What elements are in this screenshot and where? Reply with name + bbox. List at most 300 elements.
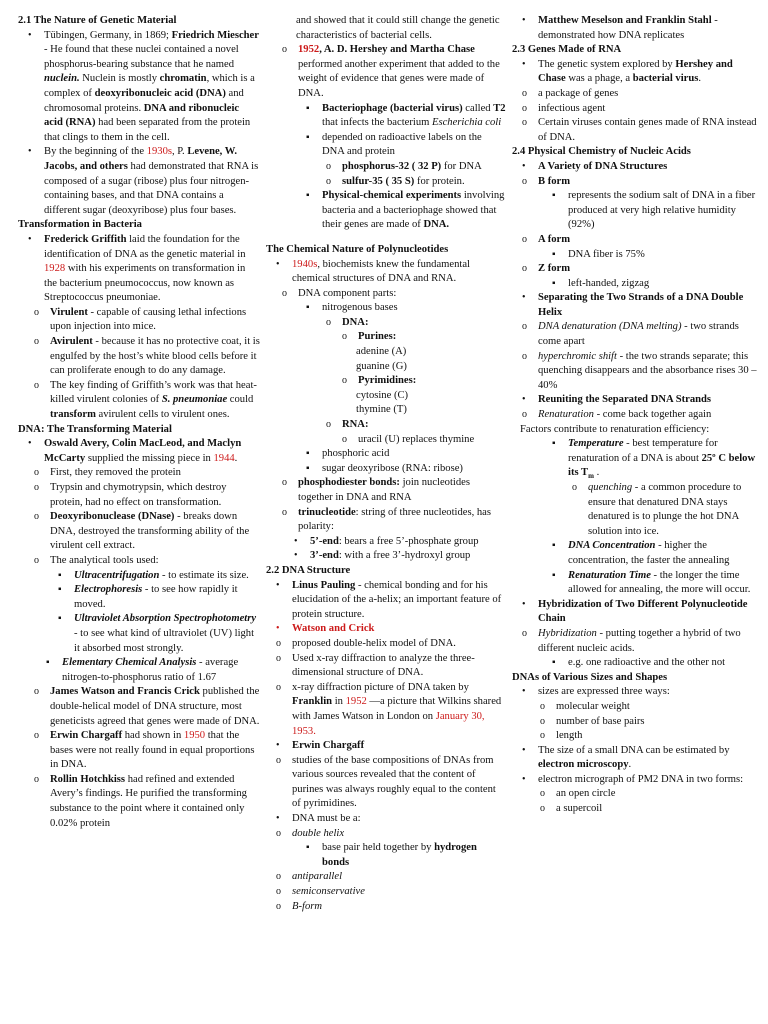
list-item bbox=[18, 437, 260, 466]
text-run: The Chemical Nature of Polynucleotides bbox=[266, 243, 449, 255]
bullet-marker: o bbox=[522, 102, 527, 114]
text-run: in bbox=[332, 696, 346, 708]
text-run: and showed that it could still change the genetic characteristics of bacterial cells. bbox=[296, 15, 500, 41]
text-run: with his experiments on transformation in the bacterium pneumococcus, now known as Streptococcus pneumoniae. bbox=[44, 263, 246, 304]
list-item bbox=[18, 569, 260, 584]
text-run: phosphodiester bonds: bbox=[298, 477, 400, 489]
text-run: , P. bbox=[172, 146, 188, 158]
text-run: phosphoric acid bbox=[322, 448, 390, 460]
text-run: 3’-end bbox=[310, 550, 339, 562]
text-run: avirulent cells to virulent ones. bbox=[95, 409, 230, 421]
bullet-marker: o bbox=[276, 754, 281, 766]
list-item bbox=[266, 652, 506, 681]
section-heading bbox=[18, 423, 260, 438]
text-run: A form bbox=[538, 233, 571, 245]
text-run: called bbox=[462, 102, 494, 114]
list-item bbox=[512, 277, 758, 292]
text-run: - best temperature for renaturation of a DNA is about bbox=[568, 438, 718, 464]
list-item bbox=[266, 476, 506, 505]
text-run: DNA component parts: bbox=[298, 287, 397, 299]
text-run: left-handed, zigzag bbox=[568, 277, 650, 289]
bullet-marker: • bbox=[28, 438, 32, 450]
text-run: deoxyribonucleic acid (DNA) bbox=[94, 87, 226, 99]
list-item bbox=[512, 189, 758, 233]
text-run: sizes are expressed three ways: bbox=[538, 686, 670, 698]
text-run: - a common procedure to ensure that denatured DNA stays denatured is to plunge the hot DNA solution into ice. bbox=[588, 482, 742, 537]
text-run: x-ray diffraction picture of DNA taken by bbox=[292, 681, 469, 693]
list-item bbox=[266, 301, 506, 316]
list-item bbox=[512, 393, 758, 408]
list-item bbox=[512, 787, 758, 802]
bullet-marker: o bbox=[522, 87, 527, 99]
text-run: By the beginning of the bbox=[44, 146, 147, 158]
text-run: B form bbox=[538, 175, 571, 187]
text-run: hydrogen bonds bbox=[322, 842, 477, 868]
text-line bbox=[266, 14, 506, 43]
text-run: - come back together again bbox=[593, 409, 712, 421]
bullet-marker: o bbox=[540, 788, 545, 800]
list-item bbox=[266, 739, 506, 754]
list-item bbox=[512, 116, 758, 145]
bullet-marker: ▪ bbox=[552, 277, 556, 289]
text-run: Avirulent bbox=[50, 336, 93, 348]
list-item bbox=[512, 262, 758, 277]
text-run: Franklin bbox=[292, 696, 333, 708]
list-item bbox=[266, 316, 506, 331]
bullet-marker: • bbox=[522, 160, 526, 172]
bullet-marker: ▪ bbox=[306, 190, 310, 202]
text-run: Watson and Crick bbox=[292, 623, 375, 635]
text-line bbox=[266, 360, 506, 375]
text-run: Ultraviolet Absorption Spectrophotometry bbox=[74, 613, 257, 625]
text-run: Pyrimidines: bbox=[358, 375, 417, 387]
bullet-marker: o bbox=[282, 287, 287, 299]
text-run: . bbox=[234, 452, 238, 464]
list-item bbox=[18, 233, 260, 306]
bullet-marker: o bbox=[276, 900, 281, 912]
section-heading bbox=[512, 145, 758, 160]
text-run: performed another experiment that added to the weight of evidence that genes were made of DNA. bbox=[298, 58, 500, 99]
list-item bbox=[512, 598, 758, 627]
text-run: - the two strands separate; this quenching disappears and the absorbance rises 30 –40% bbox=[538, 350, 757, 391]
list-item bbox=[266, 841, 506, 870]
text-run: - because it has no protective coat, it is engulfed by the host’s white blood cells before it can proliferate enough to do any damage. bbox=[50, 336, 260, 377]
text-run: - He found that these nuclei contained a novel phosphorus-bearing substance that he named bbox=[44, 44, 239, 70]
bullet-marker: ▪ bbox=[552, 248, 556, 260]
list-item bbox=[18, 773, 260, 831]
text-run: Erwin Chargaff bbox=[50, 730, 123, 742]
list-item bbox=[512, 656, 758, 671]
bullet-marker: o bbox=[326, 316, 331, 328]
text-run: nuclein. bbox=[44, 73, 80, 85]
text-run: , which is a complex of bbox=[44, 73, 255, 99]
text-run: - demonstrated how DNA replicates bbox=[538, 15, 718, 41]
text-run: join nucleotides together in DNA and RNA bbox=[298, 477, 470, 503]
text-run: an open circle bbox=[556, 788, 616, 800]
text-run: James Watson and Francis Crick bbox=[50, 686, 200, 698]
text-run: Temperature bbox=[568, 438, 624, 450]
list-item bbox=[266, 579, 506, 623]
text-run: Levene, W. Jacobs, and others bbox=[44, 146, 238, 172]
text-run: - average nitrogen-to-phosphorus ratio of 1.67 bbox=[62, 657, 239, 683]
bullet-marker: o bbox=[282, 477, 287, 489]
text-run: semiconservative bbox=[292, 886, 365, 898]
list-item bbox=[18, 466, 260, 481]
text-run: Virulent bbox=[50, 306, 88, 318]
bullet-marker: o bbox=[34, 730, 39, 742]
list-item bbox=[266, 330, 506, 345]
bullet-marker: o bbox=[326, 419, 331, 431]
text-run: Reuniting the Separated DNA Strands bbox=[538, 394, 712, 406]
text-run: 2.2 DNA Structure bbox=[266, 564, 351, 576]
text-run: - to see what kind of ultraviolet (UV) light it absorbed most strongly. bbox=[74, 627, 255, 654]
bullet-marker: o bbox=[540, 803, 545, 815]
bullet-marker: • bbox=[522, 15, 526, 26]
bullet-marker: o bbox=[34, 336, 39, 348]
text-run: had shown in bbox=[122, 730, 184, 742]
text-run: could bbox=[227, 394, 254, 406]
list-item bbox=[512, 233, 758, 248]
list-item bbox=[266, 102, 506, 131]
text-run: base pair held together by bbox=[322, 842, 435, 854]
text-line bbox=[266, 403, 506, 418]
text-run: published the double-helical model of DNA structure, most geneticists agreed that genes were made of DNA. bbox=[50, 686, 260, 727]
bullet-marker: ▪ bbox=[306, 462, 310, 474]
list-item bbox=[266, 535, 506, 550]
bullet-marker: ▪ bbox=[58, 584, 62, 596]
text-run: involving bacteria and a bacteriophage showed that their genes are made of bbox=[322, 190, 505, 231]
text-run: : bears a free 5’-phosphate group bbox=[338, 535, 479, 547]
text-run: Ultracentrifugation bbox=[74, 569, 160, 581]
list-item bbox=[512, 627, 758, 656]
list-item bbox=[18, 306, 260, 335]
bullet-marker: ▪ bbox=[552, 540, 556, 552]
bullet-marker: o bbox=[522, 263, 527, 275]
bullet-marker: o bbox=[34, 379, 39, 391]
bullet-marker: o bbox=[540, 700, 545, 712]
text-run: molecular weight bbox=[556, 700, 630, 712]
text-run: Factors contribute to renaturation efficiency: bbox=[520, 423, 710, 435]
list-item bbox=[18, 583, 260, 612]
list-item bbox=[266, 812, 506, 827]
text-run: - to see how rapidly it moved. bbox=[74, 584, 238, 610]
text-run: Renaturation Time bbox=[568, 569, 651, 581]
text-run: RNA: bbox=[342, 419, 369, 431]
list-item bbox=[18, 656, 260, 685]
list-item bbox=[512, 14, 758, 43]
list-item bbox=[266, 506, 506, 535]
list-item bbox=[18, 685, 260, 729]
bullet-marker: o bbox=[522, 175, 527, 187]
list-item bbox=[266, 433, 506, 448]
text-run: sugar deoxyribose (RNA: ribose) bbox=[322, 462, 463, 474]
text-run: Bacteriophage (bacterial virus) bbox=[322, 102, 463, 114]
list-item bbox=[512, 175, 758, 190]
text-run: uracil (U) replaces thymine bbox=[358, 433, 475, 445]
bullet-marker: • bbox=[522, 292, 526, 304]
bullet-marker: • bbox=[28, 146, 32, 158]
bullet-marker: • bbox=[294, 535, 298, 547]
text-run: - to estimate its size. bbox=[159, 569, 249, 581]
bullet-marker: ▪ bbox=[306, 131, 310, 143]
bullet-marker: o bbox=[34, 686, 39, 698]
text-run: B-form bbox=[292, 900, 323, 912]
list-item bbox=[266, 622, 506, 637]
text-run: had been separated from the protein that clings to them in the cell. bbox=[44, 117, 251, 143]
list-item bbox=[512, 437, 758, 481]
text-run: 2.3 Genes Made of RNA bbox=[512, 44, 622, 56]
bullet-marker: ▪ bbox=[46, 657, 50, 669]
list-item bbox=[512, 539, 758, 568]
text-run: 1950 bbox=[183, 730, 206, 742]
text-run: DNA. bbox=[423, 219, 450, 231]
text-run: laid the foundation for the identification of DNA as the genetic material in bbox=[44, 233, 246, 260]
text-run: Separating the Two Strands of a DNA Double Helix bbox=[538, 292, 744, 318]
text-run: length bbox=[556, 730, 583, 742]
list-item bbox=[512, 291, 758, 320]
bullet-marker: • bbox=[522, 686, 526, 698]
text-run: proposed double-helix model of DNA. bbox=[292, 637, 456, 649]
text-run: 1940s bbox=[292, 258, 318, 270]
text-run: S. pneumoniae bbox=[161, 394, 228, 406]
bullet-marker: • bbox=[276, 579, 280, 591]
text-run: e.g. one radioactive and the other not bbox=[568, 657, 726, 669]
text-run: was a phage, a bbox=[565, 73, 633, 85]
text-run: 1944 bbox=[213, 452, 235, 464]
text-run: phosphorus-32 ( 32 P) bbox=[342, 160, 442, 172]
list-item bbox=[266, 189, 506, 233]
text-run: for DNA bbox=[441, 160, 482, 172]
text-run: . bbox=[628, 759, 632, 771]
list-item bbox=[18, 145, 260, 218]
text-line bbox=[266, 389, 506, 404]
text-run: Renaturation bbox=[538, 409, 594, 421]
text-run: nitrogenous bases bbox=[322, 302, 398, 314]
text-run: DNA Concentration bbox=[568, 540, 656, 552]
text-run: Trypsin and chymotrypsin, which destroy protein, had no effect on transformation. bbox=[50, 482, 227, 508]
text-run: The key finding of Griffith’s work was that heat-killed virulent colonies of bbox=[50, 379, 257, 406]
list-item bbox=[18, 729, 260, 773]
bullet-marker: ▪ bbox=[552, 569, 556, 581]
text-run: a package of genes bbox=[538, 87, 619, 99]
text-run: Friedrich Miescher bbox=[171, 29, 259, 41]
list-item bbox=[266, 827, 506, 842]
section-heading bbox=[18, 14, 260, 29]
text-run: m bbox=[588, 472, 594, 481]
text-run: 2.4 Physical Chemistry of Nucleic Acids bbox=[512, 146, 691, 158]
list-item bbox=[512, 744, 758, 773]
list-item bbox=[266, 447, 506, 462]
list-item bbox=[512, 58, 758, 87]
section-heading bbox=[512, 43, 758, 58]
list-item bbox=[266, 43, 506, 101]
text-run: Hybridization bbox=[538, 627, 597, 639]
list-item bbox=[512, 87, 758, 102]
section-heading bbox=[18, 218, 260, 233]
list-item bbox=[266, 637, 506, 652]
text-run: 1928 bbox=[44, 263, 66, 275]
text-run: DNA denaturation (DNA melting) bbox=[538, 321, 682, 333]
list-item bbox=[512, 320, 758, 349]
bullet-marker: o bbox=[34, 554, 39, 566]
text-run: DNA must be a: bbox=[292, 813, 361, 825]
text-run: . bbox=[593, 467, 600, 479]
text-run: - higher the concentration, the faster the annealing bbox=[568, 540, 730, 566]
bullet-marker: o bbox=[522, 117, 527, 129]
text-run: depended on radioactive labels on the DNA and protein bbox=[322, 131, 482, 158]
text-run: Linus Pauling bbox=[292, 579, 356, 591]
list-item bbox=[18, 379, 260, 423]
text-run: First, they removed the protein bbox=[50, 467, 181, 479]
list-item bbox=[266, 287, 506, 302]
text-run: A Variety of DNA Structures bbox=[538, 160, 668, 172]
text-run: studies of the base compositions of DNAs from various sources revealed that the content of purines was always roughly equal to the content of pyrimidines. bbox=[292, 754, 496, 810]
text-run: that infects the bacterium bbox=[322, 117, 433, 129]
text-run: quenching bbox=[588, 482, 633, 493]
bullet-marker: o bbox=[276, 886, 281, 898]
text-run: The size of a small DNA can be estimated by bbox=[538, 744, 730, 756]
text-run: had demonstrated that RNA is composed of a sugar (ribose) plus four nitrogen-containing bases, and that DNA contains a different sugar (deoxyribose) plus four bases. bbox=[44, 160, 259, 216]
text-run: DNAs of Various Sizes and Shapes bbox=[512, 671, 668, 683]
bullet-marker: o bbox=[282, 44, 287, 56]
bullet-marker: ▪ bbox=[552, 657, 556, 669]
section-heading bbox=[266, 564, 506, 579]
bullet-marker: o bbox=[34, 773, 39, 785]
text-run: January 30, 1953. bbox=[292, 710, 485, 737]
text-run: Purines: bbox=[358, 331, 397, 343]
bullet-marker: o bbox=[326, 175, 331, 187]
text-run: - capable of causing lethal infections upon injection into mice. bbox=[50, 306, 247, 333]
bullet-marker: • bbox=[276, 258, 280, 270]
list-item bbox=[512, 715, 758, 730]
bullet-marker: • bbox=[522, 773, 526, 785]
text-run: hyperchromic shift bbox=[538, 350, 617, 362]
list-item bbox=[18, 29, 260, 146]
bullet-marker: • bbox=[28, 29, 32, 41]
text-run: number of base pairs bbox=[556, 715, 645, 727]
text-run: DNA and ribonucleic acid (RNA) bbox=[44, 102, 240, 129]
text-run: T2 bbox=[493, 102, 506, 114]
bullet-marker: o bbox=[34, 482, 39, 493]
text-line bbox=[266, 345, 506, 360]
text-run: Deoxyribonuclease (DNase) bbox=[50, 511, 175, 523]
list-item bbox=[512, 729, 758, 744]
text-run: 1930s bbox=[146, 146, 172, 158]
section-heading bbox=[512, 671, 758, 686]
text-run: Erwin Chargaff bbox=[292, 740, 365, 752]
bullet-marker: o bbox=[522, 321, 527, 333]
text-run: Escherichia coli bbox=[432, 117, 502, 129]
bullet-marker: ▪ bbox=[552, 190, 556, 202]
column-middle bbox=[266, 14, 506, 914]
bullet-marker: o bbox=[342, 433, 347, 445]
list-item bbox=[512, 248, 758, 263]
text-run: cytosine (C) bbox=[356, 389, 409, 401]
text-run: double helix bbox=[292, 827, 345, 839]
text-run: for protein. bbox=[414, 175, 465, 187]
list-item bbox=[512, 685, 758, 700]
text-run: Matthew Meselson and Franklin Stahl bbox=[538, 15, 712, 26]
bullet-marker: o bbox=[282, 506, 287, 518]
list-item bbox=[266, 418, 506, 433]
list-item bbox=[512, 700, 758, 715]
text-run: 25º C below its T bbox=[568, 452, 756, 479]
bullet-marker: ▪ bbox=[58, 569, 62, 581]
bullet-marker: • bbox=[522, 394, 526, 406]
bullet-marker: o bbox=[34, 306, 39, 318]
list-item bbox=[18, 481, 260, 510]
text-run: - chemical bonding and for his elucidation of the a-helix; an important feature of protein structure. bbox=[292, 579, 502, 620]
bullet-marker: o bbox=[342, 375, 347, 387]
text-run: adenine (A) bbox=[356, 346, 407, 358]
bullet-marker: o bbox=[276, 681, 281, 693]
text-run: chromatin bbox=[159, 73, 207, 85]
text-run: Physical-chemical experiments bbox=[322, 190, 462, 202]
text-run: electron microscopy bbox=[538, 759, 629, 771]
text-run: supplied the missing piece in bbox=[85, 452, 214, 464]
text-run: thymine (T) bbox=[356, 404, 407, 416]
list-item bbox=[266, 549, 506, 564]
text-run: sulfur-35 ( 35 S) bbox=[342, 175, 415, 187]
bullet-marker: o bbox=[522, 233, 527, 245]
text-run: Tübingen, Germany, in 1869; bbox=[44, 29, 172, 41]
bullet-marker: • bbox=[522, 744, 526, 756]
bullet-marker: o bbox=[522, 627, 527, 639]
text-run: antiparallel bbox=[292, 871, 343, 883]
text-run: Elementary Chemical Analysis bbox=[62, 657, 197, 669]
text-run: represents the sodium salt of DNA in a fiber produced at very high relative humidity (92%) bbox=[568, 190, 756, 231]
section-heading bbox=[266, 243, 506, 258]
list-item bbox=[512, 408, 758, 423]
text-run: a supercoil bbox=[556, 803, 603, 815]
list-item bbox=[512, 569, 758, 598]
text-run: 5’-end bbox=[310, 535, 339, 547]
text-line bbox=[512, 423, 758, 438]
text-run: - putting together a hybrid of two different nucleic acids. bbox=[538, 627, 741, 654]
list-item bbox=[266, 900, 506, 915]
bullet-marker: • bbox=[28, 233, 32, 245]
bullet-marker: o bbox=[276, 652, 281, 664]
text-run: electron micrograph of PM2 DNA in two forms: bbox=[538, 773, 744, 785]
bullet-marker: ▪ bbox=[306, 302, 310, 314]
bullet-marker: o bbox=[522, 350, 527, 362]
list-item bbox=[266, 885, 506, 900]
bullet-marker: ▪ bbox=[306, 842, 310, 854]
list-item bbox=[512, 802, 758, 817]
text-run: - breaks down DNA, destroyed the transforming ability of the virulent cell extract. bbox=[50, 511, 250, 552]
text-run: : string of three nucleotides, has polarity: bbox=[298, 506, 492, 533]
text-run: transform bbox=[50, 409, 96, 421]
list-item bbox=[18, 510, 260, 554]
text-run: DNA: bbox=[342, 316, 369, 328]
text-run: Rollin Hotchkiss bbox=[50, 773, 126, 785]
bullet-marker: o bbox=[342, 331, 347, 343]
list-item bbox=[512, 350, 758, 394]
text-run: bacterial virus bbox=[632, 73, 699, 85]
text-run: Certain viruses contain genes made of RNA instead of DNA. bbox=[538, 117, 757, 143]
list-item bbox=[18, 554, 260, 569]
list-item bbox=[266, 462, 506, 477]
text-run: Z form bbox=[538, 263, 571, 275]
text-run: Frederick Griffith bbox=[44, 233, 127, 245]
list-item bbox=[266, 175, 506, 190]
bullet-marker: o bbox=[522, 409, 527, 421]
list-item bbox=[512, 160, 758, 175]
column-right bbox=[512, 14, 758, 817]
text-run: Hybridization of Two Different Polynucleotide Chain bbox=[538, 598, 748, 625]
bullet-marker: ▪ bbox=[306, 448, 310, 460]
list-item bbox=[266, 374, 506, 389]
